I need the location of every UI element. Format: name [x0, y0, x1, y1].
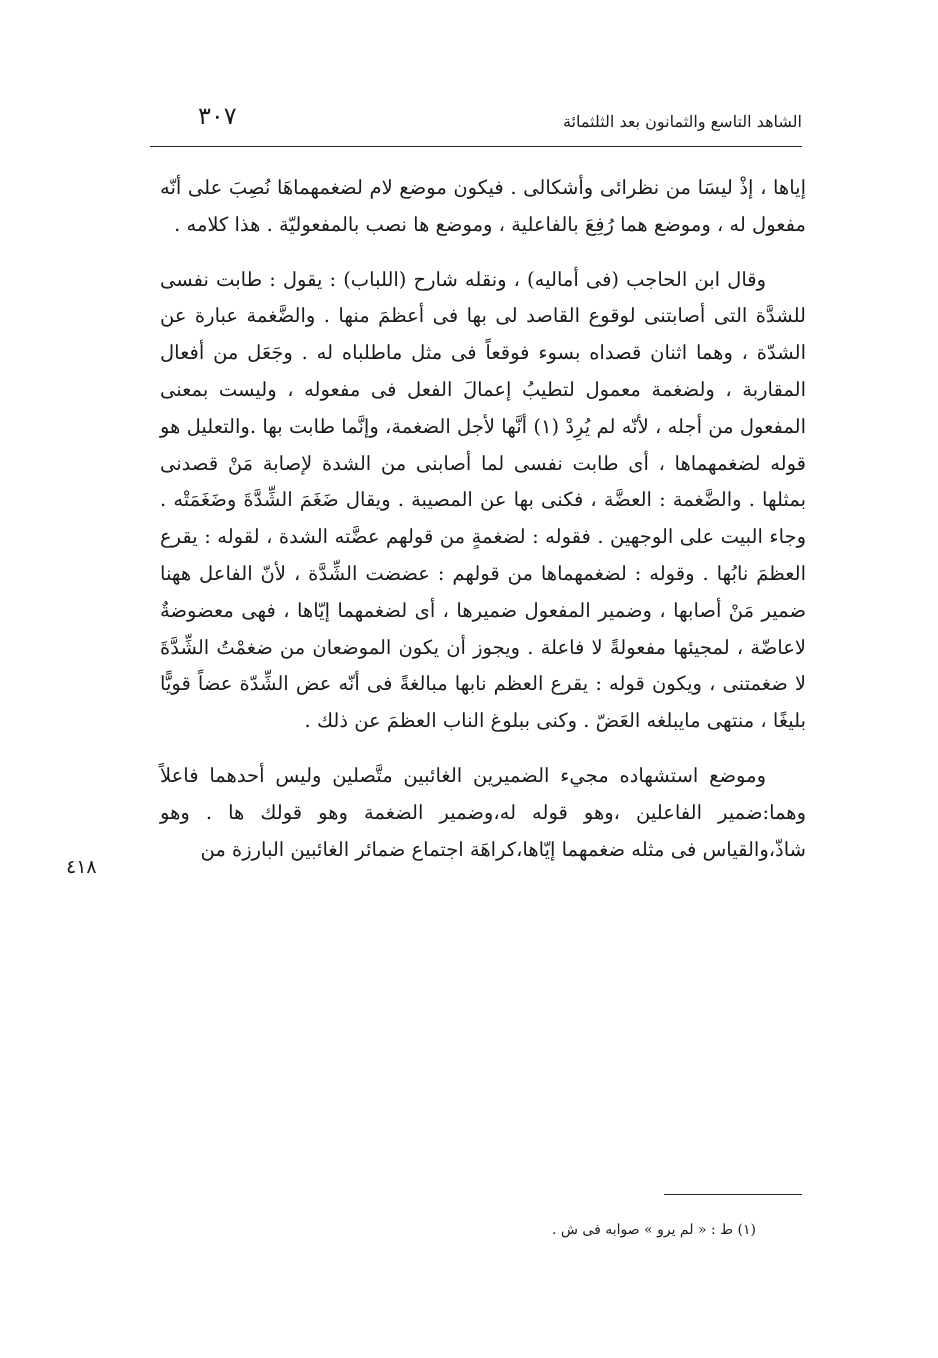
- footnote-rule: [664, 1194, 802, 1195]
- paragraph-1: إياها ، إذْ ليسَا من نظرائى وأشكالى . فيكون موضع لام لضغمهماهَا نُصِبَ على أنّه مفعول له ، وموضع هما رُفِعَ بالفاعلية ، وموضع ها نصب بالمفعوليّة . هذا كلامه .: [160, 176, 806, 236]
- body-text: [160, 170, 806, 868]
- chapter-title: الشاهد التاسع والثمانون بعد الثلثمائة: [562, 112, 802, 131]
- margin-reference-number: ٤١٨: [66, 856, 97, 878]
- paragraph-3: وموضع استشهاده مجيء الضميرين الغائبين متَّصلين وليس أحدهما فاعلاً وهما:ضمير الفاعلين ،وهو قوله له،وضمير الضغمة وهو قولك ها . وهو شاذّ،والقياس فى مثله ضغمهما إيّاها،كراهَة اجتماع ضمائر الغائبين البارزة من: [160, 763, 806, 861]
- header-rule: [150, 146, 802, 147]
- paragraph-2: وقال ابن الحاجب (فى أماليه) ، ونقله شارح (اللباب) : يقول : طابت نفسى للشدَّة التى أصابتنى لوقوع القاصد لى بها فى أعظمَ منها . والضَّغمة عبارة عن الشدّة ، وهما اثنان قصداه بسوء فوقعاً فى مثل ماطلباه له . وجَعَل من أفعال المقاربة ، ولضغمة معمول لتطيبُ إعمالَ الفعل فى مفعوله ، وليست بمعنى المفعول من أجله ، لأنّه لم يُرِدْ (١) أنَّها لأجل الضغمة، وإنَّما طابت بها .والتعليل هو قوله لضغمهماها ، أى طابت نفسى لما أصابنى من الشدة لإصابة مَنْ قصدنى بمثلها . والضَّغمة : العضَّة ، فكنى بها عن المصيبة . ويقال ضَغَمَ الشِّدَّةَ وضَغَمَتْه . وجاء البيت على الوجهين . فقوله : لضغمةٍ من قولهم عضَّته الشدة ، لقوله : يقرع العظمَ نابُها . وقوله : لضغمهماها من قولهم : عضضت الشِّدَّة ، لأنّ الفاعل ههنا ضمير مَنْ أصابها ، وضمير المفعول ضميرها ، أى لضغمهما إيّاها ، فهى معضوضةٌ لاعاضّة ، لمجيئها مفعولةً لا فاعلة . ويجوز أن يكون الموضعان من ضغمْتُ الشِّدَّةَ لا ضغمتنى ، ويكون قوله : يقرع العظم نابها مبالغةً فى أنّه عض الشِّدّة عضاً قويًّا بليغًا ، منتهى مايبلغه العَضّ . وكنى ببلوغ الناب العظمَ عن ذلك .: [160, 267, 807, 733]
- running-head: [150, 100, 802, 142]
- page-number: ٣٠٧: [198, 102, 237, 130]
- footnote: (١) ط : « لم يرو » صوابه فى ش .: [551, 1222, 756, 1238]
